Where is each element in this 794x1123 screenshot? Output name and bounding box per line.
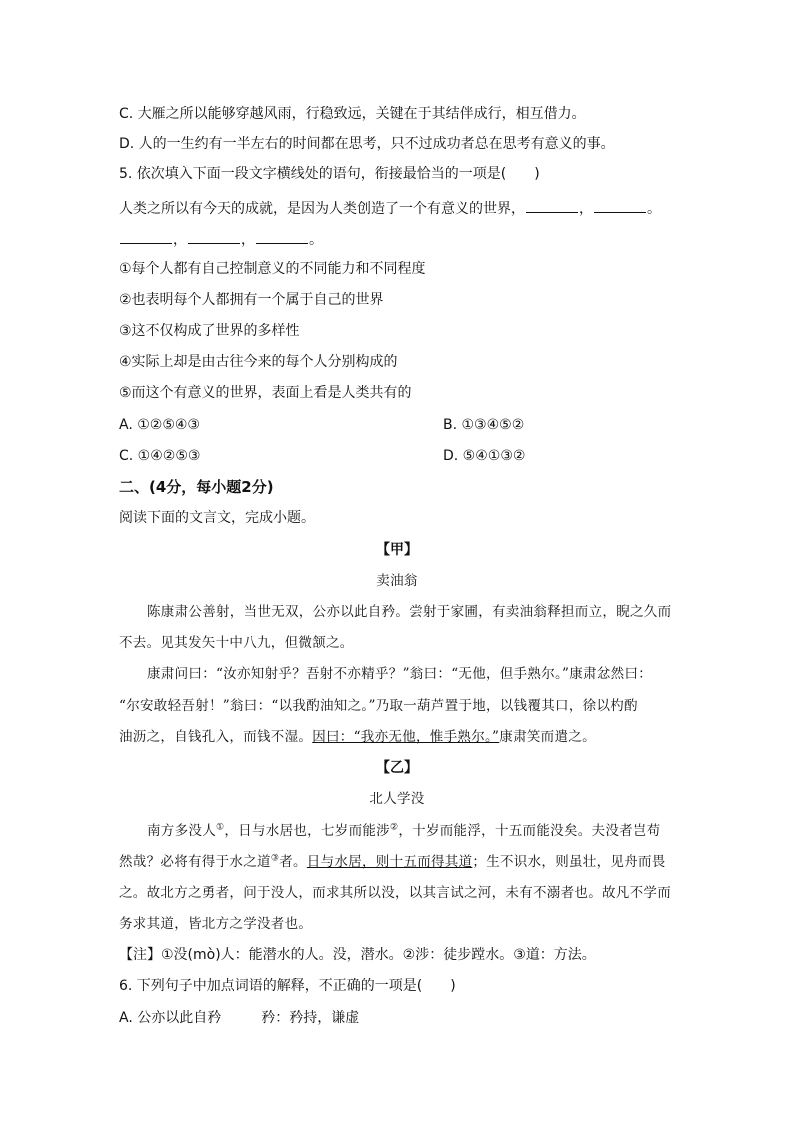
jia-p1-line1: 陈康肃公善射，当世无双，公亦以此自矜。尝射于家圃，有卖油翁释担而立，睨之久而	[147, 604, 672, 620]
q6-stem: 6. 下列句子中加点词语的解释，不正确的一项是( )	[119, 978, 456, 994]
jia-p2-line2: “尔安敢轻吾射！”翁曰：“以我酌油知之。”乃取一葫芦置于地，以钱覆其口，徐以杓酌	[119, 698, 638, 714]
q5-passage-line1	[119, 198, 661, 219]
blank-5	[256, 229, 308, 244]
passage-text: 人类之所以有今天的成就，是因为人类创造了一个有意义的世界，	[119, 201, 525, 217]
blank-2	[594, 198, 646, 213]
yi-p1-line3: 之。故北方之勇者，问于没人，而求其所以没，以其言试之河，未有不溺者也。故凡不学而	[119, 885, 671, 901]
q5-option-c: C. ①④②⑤③	[119, 448, 201, 464]
q5-item-1: ①每个人都有自己控制意义的不同能力和不同程度	[119, 261, 426, 277]
comma: ，	[579, 201, 593, 217]
q5-passage-line2	[119, 229, 323, 250]
option-sentence: A. 公亦以此自矜	[119, 1010, 222, 1026]
section-2-instruction: 阅读下面的文言文，完成小题。	[119, 510, 315, 526]
q5-option-a: A. ①②⑤④③	[119, 417, 200, 433]
q5-option-d: D. ⑤④①③②	[443, 448, 526, 464]
jia-title: 卖油翁	[376, 573, 418, 589]
q4-option-c: C. 大雁之所以能够穿越风雨，行稳致远，关键在于其结伴成行，相互借力。	[119, 106, 586, 122]
blank-3	[120, 229, 172, 244]
yi-p1-line2	[119, 852, 666, 872]
yi-p1-line4: 务求其道，皆北方之学没者也。	[119, 916, 313, 932]
q5-stem: 5. 依次填入下面一段文字横线处的语句，衔接最恰当的一项是( )	[119, 166, 540, 182]
blank-4	[188, 229, 240, 244]
jia-p2-line3	[119, 727, 596, 747]
yi-p1-line1	[147, 821, 661, 841]
q5-item-5: ⑤而这个有意义的世界，表面上看是人类共有的	[119, 385, 412, 401]
jia-p2-line1: 康肃问曰：“汝亦知射乎？吾射不亦精乎？”翁曰：“无他，但手熟尔。”康肃忿然曰：	[147, 666, 653, 682]
text: 油沥之，自钱孔入，而钱不湿。	[119, 729, 313, 745]
blank-1	[526, 198, 578, 213]
yi-label: 【乙】	[376, 760, 418, 776]
period: 。	[647, 201, 661, 217]
q6-option-a	[119, 1008, 359, 1028]
q5-item-2: ②也表明每个人都拥有一个属于自己的世界	[119, 292, 384, 308]
text: 康肃笑而遣之。	[499, 729, 596, 745]
comma: ，	[173, 232, 187, 248]
yi-title: 北人学没	[369, 791, 425, 807]
q5-item-3: ③这不仅构成了世界的多样性	[119, 323, 300, 339]
text: ；生不识水，则虽壮，见舟而畏	[472, 854, 666, 870]
underlined-sentence: 日与水居，则十五而得其道	[306, 854, 473, 870]
footnote-mark: ②	[389, 822, 399, 833]
footnote-mark: ①	[216, 822, 225, 833]
footnote-mark: ③	[270, 853, 280, 864]
text: 南方多没人	[147, 823, 216, 839]
text: ，日与水居也，七岁而能涉	[224, 823, 390, 839]
footnote: 【注】①没(mò)人：能潜水的人。没，潜水。②涉：徒步蹚水。③道：方法。	[119, 947, 596, 963]
q5-item-4: ④实际上却是由古往今来的每个人分别构成的	[119, 354, 398, 370]
q4-option-d: D. 人的一生约有一半左右的时间都在思考，只不过成功者总在思考有意义的事。	[119, 136, 615, 152]
comma: ，	[241, 232, 255, 248]
text: 然哉？必将有得于水之道	[119, 854, 271, 870]
period: 。	[309, 232, 323, 248]
jia-label: 【甲】	[376, 542, 418, 558]
jia-p1-line2: 不去。见其发矢十中八九，但微颔之。	[119, 635, 354, 651]
underlined-sentence: 因曰：“我亦无他，惟手熟尔。”	[312, 729, 500, 745]
option-gloss: 矜：矜持，谦虚	[261, 1010, 360, 1026]
section-2-heading: 二、(4分，每小题2分)	[119, 478, 274, 496]
text: 者。	[279, 854, 307, 870]
q5-option-b: B. ①③④⑤②	[443, 417, 525, 433]
text: ，十岁而能浮，十五而能没矣。夫没者岂苟	[398, 823, 661, 839]
